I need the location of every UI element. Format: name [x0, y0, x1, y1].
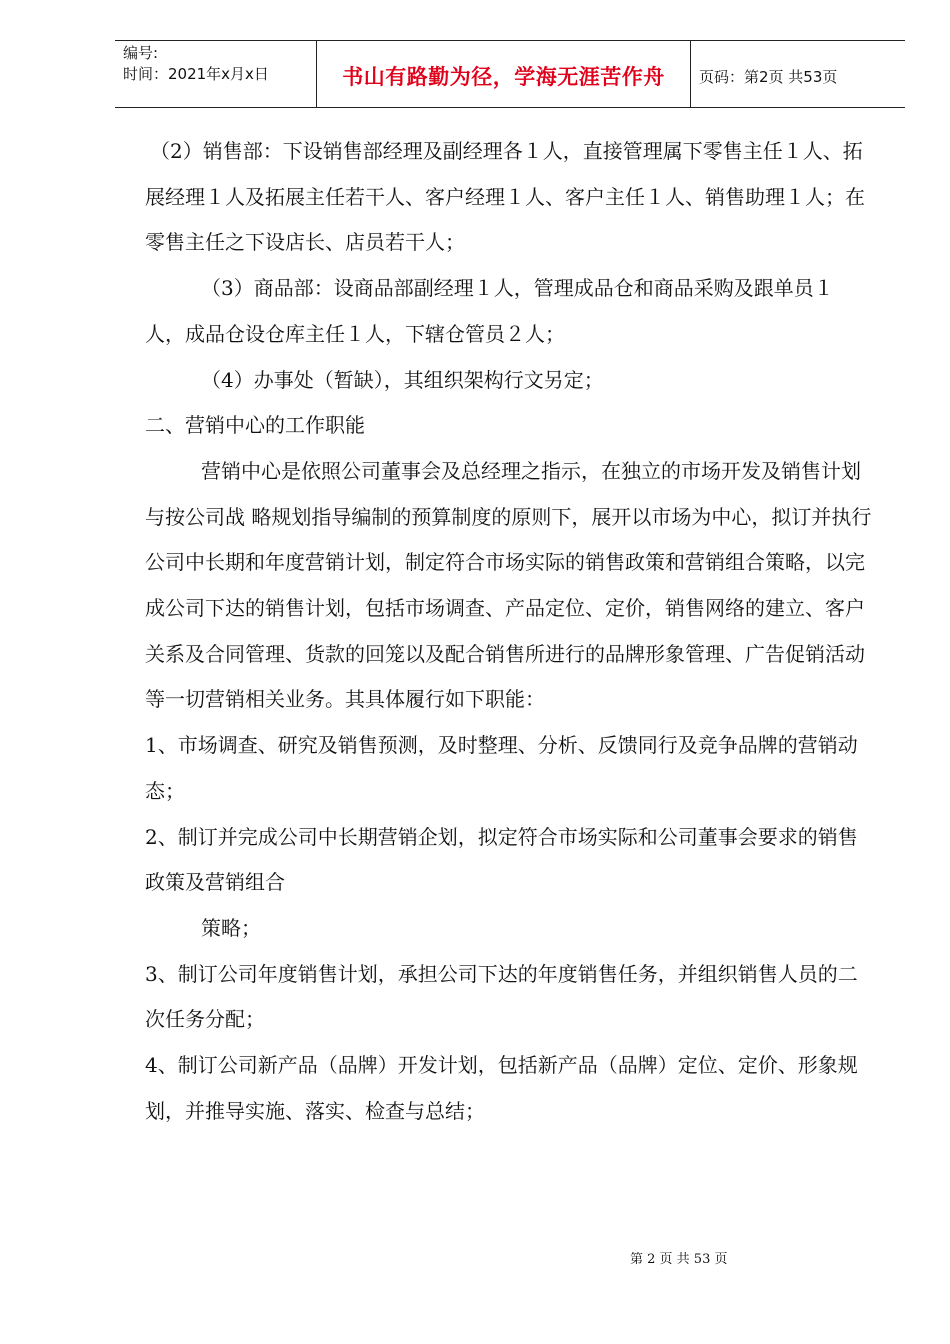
page-info: 页码：第2页 共53页: [699, 67, 838, 86]
list-item-1: 1、市场调查、研究及销售预测，及时整理、分析、反馈同行及竞争品牌的营销动态；: [145, 733, 858, 803]
header-table: [115, 40, 905, 108]
paragraph-goods-dept: （3）商品部：设商品部副经理１人，管理成品仓和商品采购及跟单员１人，成品仓设仓库主任１人，下辖仓管员２人；: [145, 276, 834, 346]
number-label: 编号:: [123, 44, 159, 62]
list-item-4: 4、制订公司新产品（品牌）开发计划，包括新产品（品牌）定位、定价、形象规划，并推导实施、落实、检查与总结；: [145, 1053, 858, 1123]
document-body: [145, 129, 873, 1134]
list-item-2: 2、制订并完成公司中长期营销企划，拟定符合市场实际和公司董事会要求的销售政策及营销组合: [145, 824, 858, 895]
section-heading: 二、营销中心的工作职能: [145, 413, 365, 438]
paragraph-office: （4）办事处（暂缺），其组织架构行文另定；: [201, 367, 604, 392]
list-item-3: 3、制订公司年度销售计划，承担公司下达的年度销售任务，并组织销售人员的二次任务分配；: [145, 961, 858, 1032]
footer-page-number: 第 2 页 共 53 页: [630, 1252, 728, 1267]
time-label: 时间：2021年x月x日: [123, 65, 269, 83]
list-item-2-continued: 策略；: [201, 915, 261, 940]
paragraph-sales-dept: （2）销售部：下设销售部经理及副经理各１人，直接管理属下零售主任１人、拓展经理１人及拓展主任若干人、客户经理１人、客户主任１人、销售助理１人；在零售主任之下设店长、店员若干人；: [145, 139, 865, 255]
paragraph-functions-intro: 营销中心是依照公司董事会及总经理之指示，在独立的市场开发及销售计划与按公司战 略规划指导编制的预算制度的原则下，展开以市场为中心，拟订并执行公司中长期和年度营销计划，制定符合市场实际的销售政策和营销组合策略，以完成公司下达的销售计划，包括市场调查、产品定位、定价，销售网络的建立、客户关系及合同管理、货款的回笼以及配合销售所进行的品牌形象管理、广告促销活动等一切营销相关业务。其具体履行如下职能：: [145, 458, 872, 712]
motto: 书山有路勤为径，学海无涯苦作舟: [317, 41, 691, 107]
header-meta-cell: [115, 41, 317, 107]
